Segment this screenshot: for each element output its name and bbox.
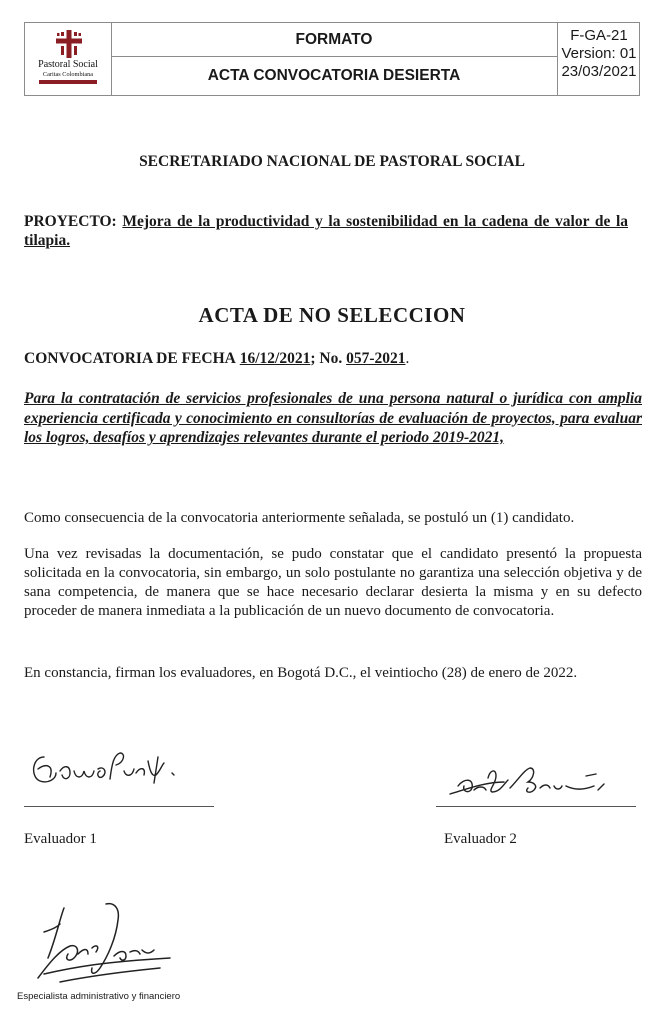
logo-cell	[25, 23, 112, 95]
project-text: Mejora de la productividad y la sostenibilidad en la cadena de valor de la tilapia.	[24, 213, 628, 249]
project-paragraph	[24, 212, 628, 250]
specialist-signature-icon	[30, 898, 180, 994]
purpose-paragraph: Para la contratación de servicios profesionales de una persona natural o jurídica con amplia experiencia certificada y conocimiento en consultorías de evaluación de proyectos, para evaluar los logros, desafíos y aprendizajes relevantes durante el periodo 2019-2021,	[24, 390, 642, 446]
document-version: Version: 01	[561, 45, 637, 62]
header-title-cell	[111, 23, 558, 95]
convocatoria-line	[24, 349, 640, 368]
document-date: 23/03/2021	[561, 63, 637, 80]
paragraph-declaration: Una vez revisadas la documentación, se pudo constatar que el candidato presentó la propuesta solicitada en la convocatoria, sin embargo, un solo postulante no garantiza una selección objetiva y de sana competencia, de manera que se hace necesario declarar desierta la misma y en su defecto proceder de manera inmediata a la publicación de un nuevo documento de convocatoria.	[24, 546, 642, 619]
paragraph-candidate-count: Como consecuencia de la convocatoria anteriormente señalada, se postuló un (1) candidato.	[24, 510, 575, 526]
paragraph-signing-statement: En constancia, firman los evaluadores, en Bogotá D.C., el veintiocho (28) de enero de 2022.	[24, 665, 578, 681]
document-type-title: ACTA CONVOCATORIA DESIERTA	[207, 67, 461, 84]
evaluator1-signature-icon	[26, 743, 196, 793]
evaluator2-label: Evaluador 2	[444, 831, 517, 847]
convocatoria-label: CONVOCATORIA DE FECHA	[24, 350, 236, 367]
format-label: FORMATO	[111, 23, 557, 57]
document-header	[24, 22, 640, 96]
convocatoria-number: 057-2021	[346, 350, 406, 367]
evaluator2-signature-line	[436, 806, 636, 807]
specialist-label: Especialista administrativo y financiero	[17, 991, 181, 1002]
document-code: F-GA-21	[570, 27, 628, 44]
project-label: PROYECTO:	[24, 213, 117, 230]
evaluator1-label: Evaluador 1	[24, 831, 97, 847]
logo-subtitle: Caritas Colombiana	[42, 71, 94, 78]
logo-name: Pastoral Social	[38, 59, 98, 70]
evaluator2-signature-icon	[444, 760, 624, 800]
document-code-cell	[558, 23, 640, 95]
convocatoria-end: .	[405, 350, 410, 367]
evaluator1-signature-line	[24, 806, 214, 807]
logo-tagline-bar	[39, 80, 97, 84]
organization-title: SECRETARIADO NACIONAL DE PASTORAL SOCIAL	[139, 153, 525, 170]
convocatoria-separator: ; No.	[310, 350, 343, 367]
pastoral-social-cross-logo-icon	[54, 29, 84, 59]
convocatoria-date: 16/12/2021	[239, 350, 311, 367]
acta-title: ACTA DE NO SELECCION	[198, 303, 466, 327]
